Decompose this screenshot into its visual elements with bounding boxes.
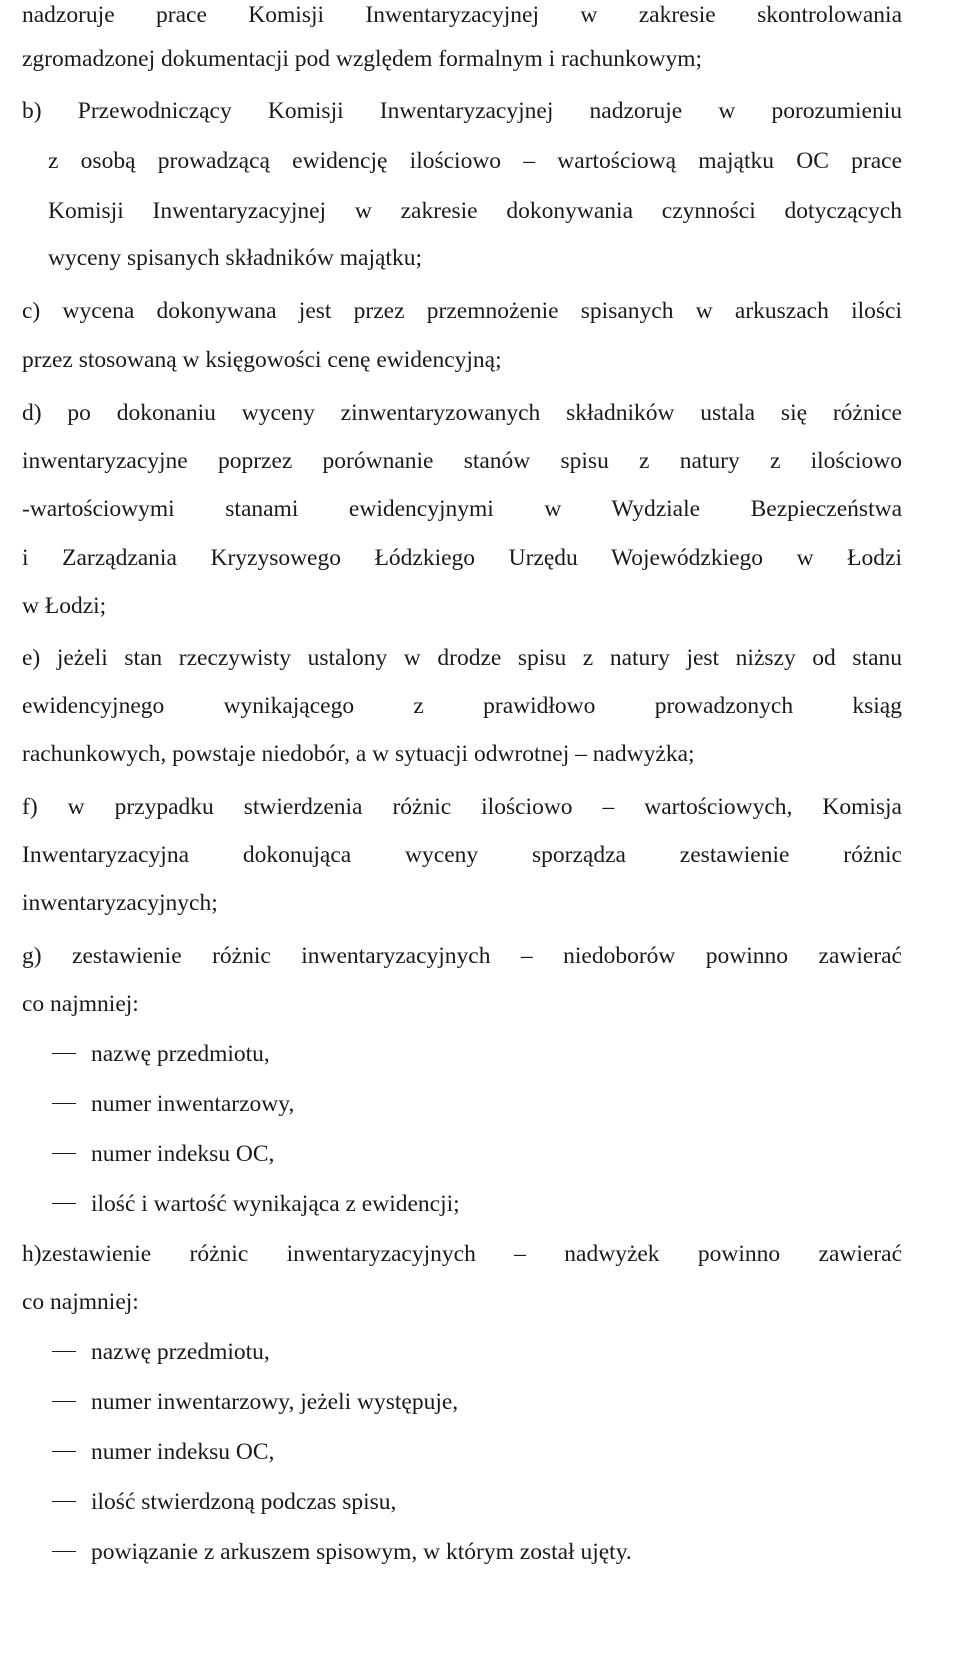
item-d-line-1: d) po dokonaniu wyceny zinwentaryzowanych składników ustala się różnice <box>22 400 902 426</box>
list-item-text: numer indeksu OC, <box>91 1141 275 1167</box>
list-item <box>52 1537 632 1567</box>
item-f-line-2: Inwentaryzacyjna dokonująca wyceny sporządza zestawienie różnic <box>22 842 902 868</box>
text-line-1: nadzoruje prace Komisji Inwentaryzacyjnej w zakresie skontrolowania <box>22 2 902 28</box>
dash-bullet <box>52 1103 76 1105</box>
list-item-text: ilość stwierdzoną podczas spisu, <box>91 1489 397 1515</box>
list-item-text: ilość i wartość wynikająca z ewidencji; <box>91 1191 460 1217</box>
list-item <box>52 1039 270 1069</box>
dash-bullet <box>52 1351 76 1353</box>
item-d-line-4: i Zarządzania Kryzysowego Łódzkiego Urzędu Wojewódzkiego w Łodzi <box>22 545 902 571</box>
item-b-line-2: z osobą prowadzącą ewidencję ilościowo – wartościową majątku OC prace <box>48 148 902 174</box>
item-d-line-5: w Łodzi; <box>22 593 107 619</box>
list-item <box>52 1089 294 1119</box>
item-g-line-2: co najmniej: <box>22 991 139 1017</box>
dash-bullet <box>52 1153 76 1155</box>
list-item-text: nazwę przedmiotu, <box>91 1041 270 1067</box>
item-e-line-1: e) jeżeli stan rzeczywisty ustalony w drodze spisu z natury jest niższy od stanu <box>22 645 902 671</box>
item-e-line-3: rachunkowych, powstaje niedobór, a w sytuacji odwrotnej – nadwyżka; <box>22 741 695 767</box>
item-d-line-2: inwentaryzacyjne poprzez porównanie stanów spisu z natury z ilościowo <box>22 448 902 474</box>
item-h-line-1: h)zestawienie różnic inwentaryzacyjnych – nadwyżek powinno zawierać <box>22 1241 902 1267</box>
dash-bullet <box>52 1401 76 1403</box>
item-g-line-1: g) zestawienie różnic inwentaryzacyjnych – niedoborów powinno zawierać <box>22 943 902 969</box>
dash-bullet <box>52 1501 76 1503</box>
list-item-text: numer inwentarzowy, jeżeli występuje, <box>91 1389 459 1415</box>
item-d-line-3: -wartościowymi stanami ewidencyjnymi w Wydziale Bezpieczeństwa <box>22 496 902 522</box>
list-item <box>52 1487 396 1517</box>
list-item <box>52 1337 270 1367</box>
text-line-2: zgromadzonej dokumentacji pod względem formalnym i rachunkowym; <box>22 46 702 72</box>
item-c-line-2: przez stosowaną w księgowości cenę ewidencyjną; <box>22 347 502 373</box>
item-b-line-4: wyceny spisanych składników majątku; <box>48 245 422 271</box>
dash-bullet <box>52 1053 76 1055</box>
item-b-line-3: Komisji Inwentaryzacyjnej w zakresie dokonywania czynności dotyczących <box>48 198 902 224</box>
dash-bullet <box>52 1203 76 1205</box>
item-f-line-3: inwentaryzacyjnych; <box>22 890 218 916</box>
dash-bullet <box>52 1451 76 1453</box>
list-item-text: numer inwentarzowy, <box>91 1091 295 1117</box>
list-item <box>52 1387 458 1417</box>
list-item-text: numer indeksu OC, <box>91 1439 275 1465</box>
item-e-line-2: ewidencyjnego wynikającego z prawidłowo prowadzonych ksiąg <box>22 693 902 719</box>
item-c-line-1: c) wycena dokonywana jest przez przemnożenie spisanych w arkuszach ilości <box>22 298 902 324</box>
list-item-text: nazwę przedmiotu, <box>91 1339 270 1365</box>
list-item <box>52 1189 460 1219</box>
dash-bullet <box>52 1551 76 1553</box>
item-h-line-2: co najmniej: <box>22 1289 139 1315</box>
item-b-line-1: b) Przewodniczący Komisji Inwentaryzacyjnej nadzoruje w porozumieniu <box>22 98 902 124</box>
list-item-text: powiązanie z arkuszem spisowym, w którym został ujęty. <box>91 1539 632 1565</box>
list-item <box>52 1437 274 1467</box>
list-item <box>52 1139 274 1169</box>
item-f-line-1: f) w przypadku stwierdzenia różnic ilościowo – wartościowych, Komisja <box>22 794 902 820</box>
